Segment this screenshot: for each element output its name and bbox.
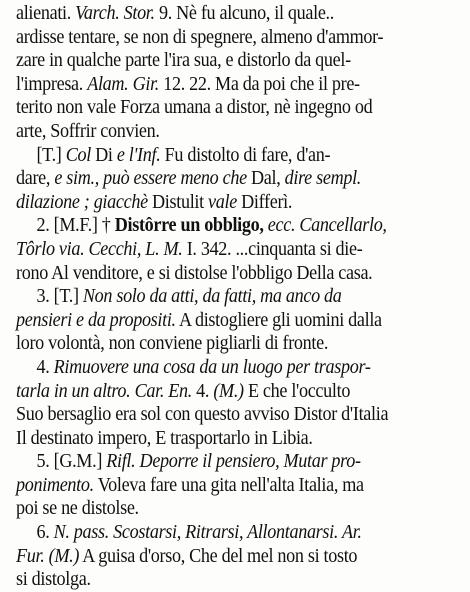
text-line — [16, 96, 429, 120]
text-segment: zare in qualche parte l'ira sua, e distorlo da quel- — [16, 50, 351, 72]
text-line — [16, 144, 429, 168]
text-segment: Tôrlo via. Cecchi, L. M. — [16, 238, 183, 260]
text-line — [16, 2, 429, 26]
text-segment: vale — [208, 191, 237, 213]
text-segment: Distôrre un obbligo, — [114, 215, 264, 237]
text-segment: ardisse tentare, se non di spegnere, almeno d'ammor- — [16, 26, 384, 48]
text-segment: I. 342. ...cinquanta si die- — [182, 238, 363, 260]
text-segment: loro volontà, non conviene pigliarli di fronte. — [16, 333, 329, 355]
text-segment: terito non vale Forza umana a distor, nè ingegno od — [16, 97, 373, 119]
text-line — [16, 568, 429, 592]
text-segment: 4. — [191, 380, 214, 402]
text-segment: Differì. — [236, 191, 293, 213]
text-segment: Rifl. Deporre il pensiero, Mutar pro- — [106, 451, 361, 473]
text-segment: 4. — [36, 356, 54, 378]
text-line — [16, 521, 429, 545]
text-line — [16, 120, 429, 144]
text-segment: Dal, — [246, 168, 285, 190]
text-line — [16, 214, 429, 238]
text-segment: Il destinato impero, E trasportarlo in Libia. — [16, 427, 313, 449]
text-segment: Fur. — [16, 545, 45, 567]
text-line — [16, 427, 429, 451]
text-line — [16, 356, 429, 380]
text-segment: Non solo da atti, da fatti, ma anco da — [82, 286, 342, 308]
text-segment: Distulit — [147, 191, 209, 213]
text-segment: A distogliere gli uomini dalla — [175, 309, 382, 331]
text-segment: dire sempl. — [284, 168, 362, 190]
text-segment: 2. [M.F.] † — [36, 215, 115, 237]
text-segment: A guisa d'orso, Che del mel non si tosto — [79, 545, 358, 567]
text-segment: dilazione ; giacchè — [16, 191, 148, 213]
text-line — [16, 332, 429, 356]
text-segment: alienati. — [16, 3, 76, 24]
text-segment: (M.) — [48, 545, 80, 567]
text-segment: 9. Nè fu alcuno, il quale.. — [154, 3, 334, 24]
text-line — [16, 285, 429, 309]
text-line — [16, 73, 429, 97]
text-segment: e — [116, 144, 125, 166]
text-segment: ecc. Cancellarlo, — [263, 215, 387, 237]
text-line — [16, 497, 429, 521]
text-segment: 6. — [36, 522, 54, 544]
text-line — [16, 191, 429, 215]
text-segment: l'impresa. — [16, 73, 88, 95]
text-segment: Voleva fare una gita nell'alta Italia, ma — [93, 474, 364, 496]
text-line — [16, 49, 429, 73]
text-line — [16, 380, 429, 404]
text-segment: arte, Soffrir convien. — [16, 120, 160, 142]
text-segment: N. pass. Scostarsi, Ritrarsi, Allontanarsi. Ar. — [53, 522, 362, 544]
text-line — [16, 450, 429, 474]
text-segment: poi se ne distolse. — [16, 498, 139, 520]
text-segment: Col — [65, 144, 91, 166]
text-segment: pensieri e da propositi. — [16, 309, 176, 331]
text-segment: l'Inf. — [124, 144, 161, 166]
text-segment: Di — [90, 144, 117, 166]
text-segment: Suo bersaglio era sol con questo avviso Distor d'Italia — [16, 404, 389, 426]
text-line — [16, 238, 429, 262]
text-segment: (M.) — [213, 380, 244, 402]
text-segment: [T.] — [36, 144, 66, 166]
text-segment: Varch. Stor. — [75, 3, 155, 24]
text-segment: ponimento. — [16, 474, 94, 496]
text-line — [16, 309, 429, 333]
text-segment: 12. 22. Ma da poi che il pre- — [159, 73, 360, 95]
text-line — [16, 474, 429, 498]
text-segment: E che l'occulto — [243, 380, 351, 402]
text-segment: Alam. Gir. — [87, 73, 160, 95]
text-segment: 3. [T.] — [36, 286, 83, 308]
text-segment: 5. [G.M.] — [36, 451, 107, 473]
text-segment: dare, — [16, 168, 55, 190]
text-line — [16, 26, 429, 50]
text-segment: rono Al venditore, e si distolse l'obbligo Della casa. — [16, 262, 373, 284]
text-line — [16, 167, 429, 191]
text-segment: e sim., può essere meno che — [54, 168, 247, 190]
text-segment: tarla in un altro. Car. En. — [16, 380, 192, 402]
text-segment: Rimuovere una cosa da un luogo per traspor- — [53, 356, 371, 378]
text-segment: Fu distolto di fare, d'an- — [160, 144, 331, 166]
text-line — [16, 403, 429, 427]
text-line — [16, 545, 429, 569]
text-segment: si distolga. — [16, 569, 91, 591]
text-line — [16, 262, 429, 286]
